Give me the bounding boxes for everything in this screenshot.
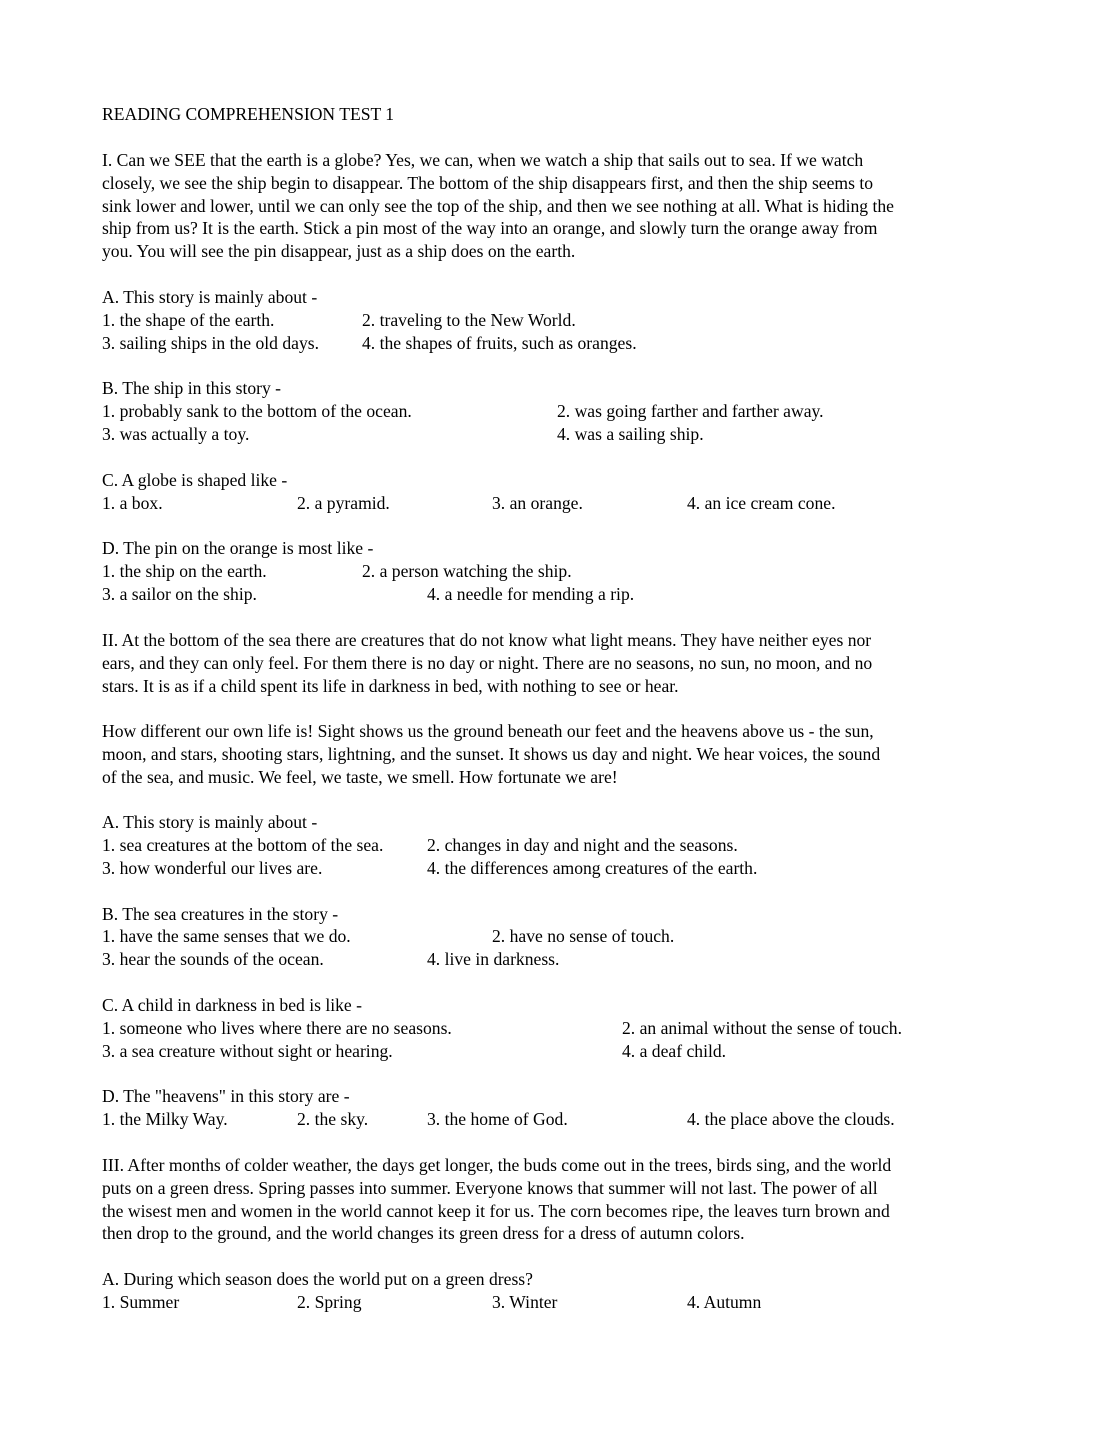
question-2b: B. The sea creatures in the story - xyxy=(102,904,339,924)
option-2c-2: 2. an animal without the sense of touch. xyxy=(622,1018,902,1038)
option-2c-3: 3. a sea creature without sight or hearing. xyxy=(102,1041,393,1061)
option-3a-3: 3. Winter xyxy=(492,1292,558,1312)
option-2a-3: 3. how wonderful our lives are. xyxy=(102,858,323,878)
question-1d: D. The pin on the orange is most like - xyxy=(102,538,374,558)
passage-2-paragraph-1 xyxy=(102,629,1002,697)
passage-line: the wisest men and women in the world cannot keep it for us. The corn becomes ripe, the leaves turn brown and xyxy=(102,1200,890,1221)
passage-line: ears, and they can only feel. For them there is no day or night. There are no seasons, no sun, no moon, and no xyxy=(102,652,873,673)
passage-line: moon, and stars, shooting stars, lightning, and the sunset. It shows us day and night. We hear voices, the sound xyxy=(102,743,881,764)
option-1c-1: 1. a box. xyxy=(102,493,163,513)
option-3a-2: 2. Spring xyxy=(297,1292,362,1312)
option-2d-1: 1. the Milky Way. xyxy=(102,1109,228,1129)
passage-line: III. After months of colder weather, the days get longer, the buds come out in the trees, birds sing, and the world xyxy=(102,1155,892,1175)
option-1a-1: 1. the shape of the earth. xyxy=(102,310,275,330)
option-1d-1: 1. the ship on the earth. xyxy=(102,561,267,581)
option-1c-2: 2. a pyramid. xyxy=(297,493,390,513)
option-1b-2: 2. was going farther and farther away. xyxy=(557,401,824,421)
option-2d-4: 4. the place above the clouds. xyxy=(687,1109,895,1129)
option-2c-1: 1. someone who lives where there are no seasons. xyxy=(102,1018,452,1038)
passage-line: puts on a green dress. Spring passes into summer. Everyone knows that summer will not last. The power of all xyxy=(102,1177,878,1198)
option-2b-1: 1. have the same senses that we do. xyxy=(102,926,351,946)
passage-line: of the sea, and music. We feel, we taste, we smell. How fortunate we are! xyxy=(102,766,618,787)
passage-line: stars. It is as if a child spent its life in darkness in bed, with nothing to see or hear. xyxy=(102,675,679,696)
passage-line: ship from us? It is the earth. Stick a pin most of the way into an orange, and slowly turn the orange away from xyxy=(102,218,878,239)
passage-3-paragraph-1 xyxy=(102,1154,1002,1245)
option-1d-4: 4. a needle for mending a rip. xyxy=(427,584,635,604)
option-1a-4: 4. the shapes of fruits, such as oranges. xyxy=(362,333,637,353)
option-1b-3: 3. was actually a toy. xyxy=(102,424,250,444)
page-title: READING COMPREHENSION TEST 1 xyxy=(102,104,395,124)
passage-line: II. At the bottom of the sea there are creatures that do not know what light means. They have neither eyes nor xyxy=(102,630,872,650)
option-1a-2: 2. traveling to the New World. xyxy=(362,310,576,330)
question-3a: A. During which season does the world put on a green dress? xyxy=(102,1269,533,1289)
option-1d-2: 2. a person watching the ship. xyxy=(362,561,572,581)
option-3a-4: 4. Autumn xyxy=(687,1292,762,1312)
passage-2-paragraph-2 xyxy=(102,720,1002,788)
option-2b-3: 3. hear the sounds of the ocean. xyxy=(102,949,324,969)
passage-line: closely, we see the ship begin to disappear. The bottom of the ship disappears first, and then the ship seems to xyxy=(102,172,874,193)
passage-line: then drop to the ground, and the world changes its green dress for a dress of autumn colors. xyxy=(102,1223,745,1244)
passage-1-paragraph-1 xyxy=(102,149,1002,263)
option-1b-1: 1. probably sank to the bottom of the ocean. xyxy=(102,401,412,421)
option-1b-4: 4. was a sailing ship. xyxy=(557,424,704,444)
option-2a-4: 4. the differences among creatures of the earth. xyxy=(427,858,758,878)
option-2c-4: 4. a deaf child. xyxy=(622,1041,727,1061)
option-2d-3: 3. the home of God. xyxy=(427,1109,568,1129)
question-2c: C. A child in darkness in bed is like - xyxy=(102,995,362,1015)
option-2a-1: 1. sea creatures at the bottom of the sea. xyxy=(102,835,384,855)
passage-line: How different our own life is! Sight shows us the ground beneath our feet and the heavens above us - the sun, xyxy=(102,721,874,741)
question-2a: A. This story is mainly about - xyxy=(102,812,318,832)
passage-line: you. You will see the pin disappear, just as a ship does on the earth. xyxy=(102,241,576,262)
option-2b-4: 4. live in darkness. xyxy=(427,949,560,969)
question-1a: A. This story is mainly about - xyxy=(102,287,318,307)
option-1c-4: 4. an ice cream cone. xyxy=(687,493,836,513)
question-2d: D. The "heavens" in this story are - xyxy=(102,1086,350,1106)
option-2a-2: 2. changes in day and night and the seasons. xyxy=(427,835,738,855)
option-3a-1: 1. Summer xyxy=(102,1292,180,1312)
option-1c-3: 3. an orange. xyxy=(492,493,583,513)
option-1d-3: 3. a sailor on the ship. xyxy=(102,584,257,604)
option-1a-3: 3. sailing ships in the old days. xyxy=(102,333,319,353)
option-2d-2: 2. the sky. xyxy=(297,1109,369,1129)
passage-line: sink lower and lower, until we can only see the top of the ship, and then we see nothing at all. What is hiding the xyxy=(102,195,894,216)
question-1c: C. A globe is shaped like - xyxy=(102,470,288,490)
option-2b-2: 2. have no sense of touch. xyxy=(492,926,675,946)
question-1b: B. The ship in this story - xyxy=(102,378,282,398)
passage-line: I. Can we SEE that the earth is a globe? Yes, we can, when we watch a ship that sails out to sea. If we watch xyxy=(102,150,864,170)
